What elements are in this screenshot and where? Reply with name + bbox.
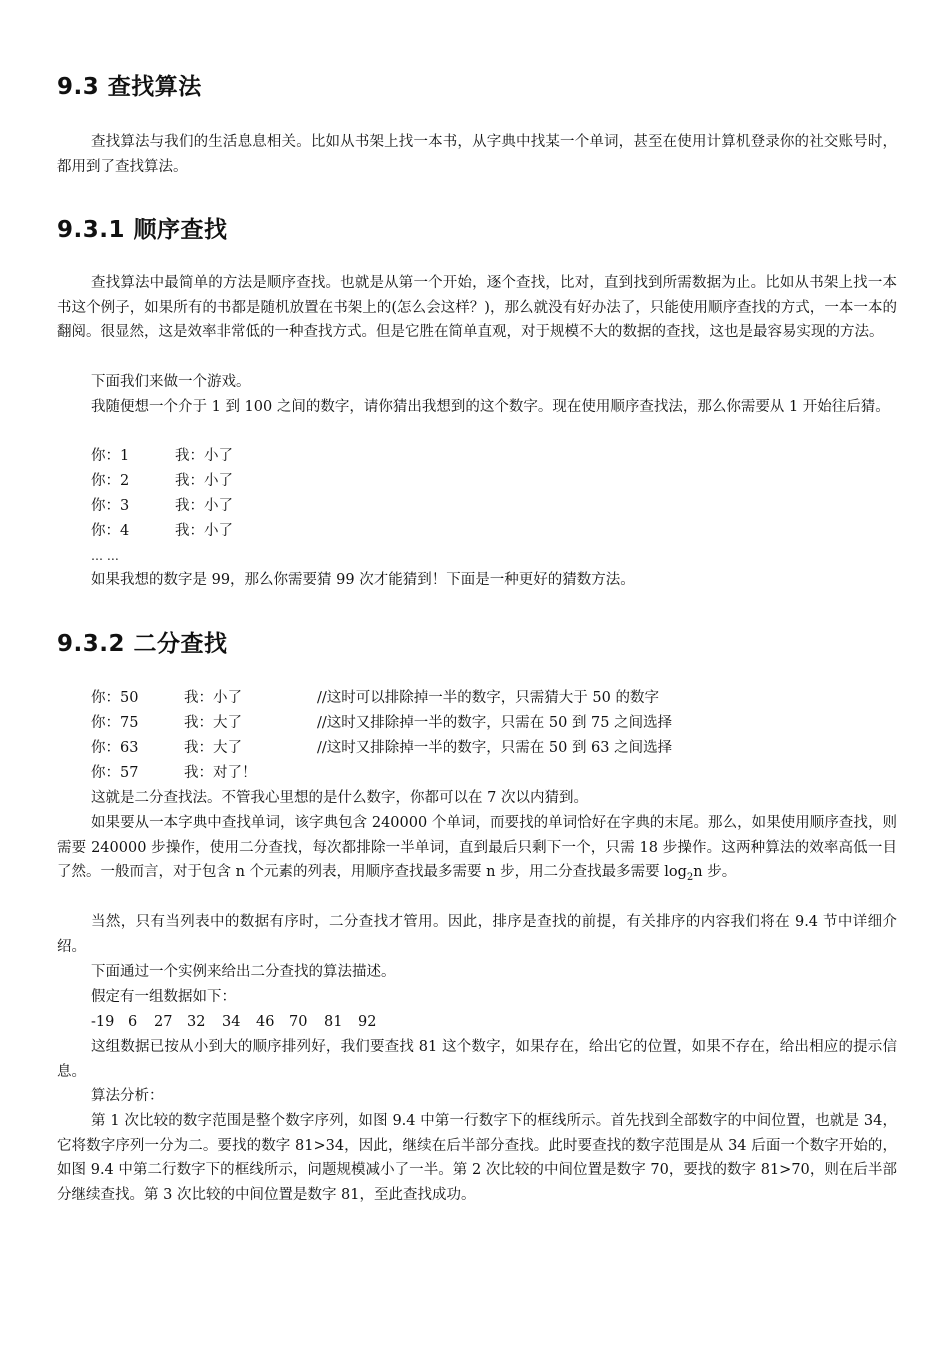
sequence-number: 27 (154, 1014, 173, 1030)
sequence-number: 92 (358, 1014, 377, 1030)
paragraph-game: 下面我们来做一个游戏。 (91, 374, 251, 390)
guess-me: 我：小了 (175, 523, 233, 539)
guess-you: 你：63 (91, 740, 139, 756)
guess-comment: //这时又排除掉一半的数字，只需在 50 到 63 之间选择 (317, 740, 673, 756)
log-subscript: 2 (686, 872, 694, 884)
guess-me: 我：小了 (184, 690, 242, 706)
log-base: log (664, 864, 687, 881)
ellipsis: … … (91, 549, 119, 563)
paragraph-binary-summary: 这就是二分查找法。不管我心里想的是什么数字，你都可以在 7 次以内猜到。 (91, 790, 588, 806)
guess-me: 我：大了 (184, 715, 242, 731)
guess-me: 我：对了！ (184, 765, 257, 781)
paragraph-sequential-search: 查找算法中最简单的方法是顺序查找。也就是从第一个开始，逐个查找，比对，直到找到所需数据为止。比如从书架上找一本书这个例子，如果所有的书都是随机放置在书架上的(怎么会这样？)，那么就没有好办法了，只能使用顺序查找的方式，一本一本的翻阅。很显然，这是效率非常低的一种查找方式。但是它胜在简单直观，对于规模不大的数据的查找，这也是最容易实现的方法。 (57, 275, 897, 341)
paragraph-analysis-label: 算法分析： (91, 1088, 164, 1104)
paragraph-intro: 查找算法与我们的生活息息相关。比如从书架上找一本书，从字典中找某一个单词，甚至在使用计算机登录你的社交账号时，都用到了查找算法。 (57, 134, 897, 175)
guess-you: 你：50 (91, 690, 139, 706)
section-heading-9-3-1: 9.3.1 顺序查找 (57, 217, 228, 243)
log-tail: n 步。 (693, 864, 737, 881)
paragraph-sorted-precondition: 当然，只有当列表中的数据有序时，二分查找才管用。因此，排序是查找的前提，有关排序的内容我们将在 9.4 节中详细介绍。 (57, 914, 897, 955)
sequence-number: -19 (91, 1014, 115, 1030)
sequence-number: 32 (187, 1014, 206, 1030)
sequence-number: 34 (222, 1014, 241, 1030)
paragraph-example-intro: 下面通过一个实例来给出二分查找的算法描述。 (91, 964, 396, 980)
guess-me: 我：大了 (184, 740, 242, 756)
paragraph-algorithm-analysis: 第 1 次比较的数字范围是整个数字序列，如图 9.4 中第一行数字下的框线所示。首先找到全部数字的中间位置，也就是 34，它将数字序列一分为二。要找的数字 81>34，因此，继续在后半部分查找。此时要查找的数字范围是从 34 后面一个数字开始的，如图 9.4 中第二行数字下的框线所示，问题规模减小了一半。第 2 次比较的中间位置是数字 70，要找的数字 81>70，则在后半部分继续查找。第 3 次比较的中间位置是数字 81，至此查找成功。 (57, 1113, 897, 1204)
guess-you: 你：4 (91, 523, 130, 539)
guess-you: 你：75 (91, 715, 139, 731)
paragraph-data-intro: 假定有一组数据如下： (91, 989, 236, 1005)
section-heading-9-3: 9.3 查找算法 (57, 74, 202, 100)
dictionary-text: 如果要从一本字典中查找单词，该字典包含 240000 个单词，而要找的单词恰好在字典的末尾。那么，如果使用顺序查找，则需要 240000 步操作，使用二分查找，每次都排除一半单词，直到最后只剩下一个，只需 18 步操作。这两种算法的效率高低一目了然。一般而言，对于包含 n 个元素的列表，用顺序查找最多需要 n 步，用二分查找最多需要 (57, 815, 897, 881)
guess-you: 你：1 (91, 448, 130, 464)
paragraph-search-target: 这组数据已按从小到大的顺序排列好，我们要查找 81 这个数字，如果存在，给出它的位置，如果不存在，给出相应的提示信息。 (57, 1039, 897, 1080)
guess-you: 你：57 (91, 765, 139, 781)
section-heading-9-3-2: 9.3.2 二分查找 (57, 631, 228, 657)
guess-you: 你：3 (91, 498, 130, 514)
guess-me: 我：小了 (175, 473, 233, 489)
sequence-number: 70 (289, 1014, 308, 1030)
guess-comment: //这时可以排除掉一半的数字，只需猜大于 50 的数字 (317, 690, 659, 706)
paragraph-99-guesses: 如果我想的数字是 99，那么你需要猜 99 次才能猜到！下面是一种更好的猜数方法。 (91, 572, 635, 588)
paragraph-dictionary-example (57, 811, 897, 885)
sequence-number: 46 (256, 1014, 275, 1030)
sequence-number: 6 (128, 1014, 138, 1030)
sequence-number: 81 (324, 1014, 343, 1030)
guess-me: 我：小了 (175, 498, 233, 514)
paragraph-guess-rules: 我随便想一个介于 1 到 100 之间的数字，请你猜出我想到的这个数字。现在使用顺序查找法，那么你需要从 1 开始往后猜。 (91, 399, 890, 415)
guess-you: 你：2 (91, 473, 130, 489)
guess-me: 我：小了 (175, 448, 233, 464)
guess-comment: //这时又排除掉一半的数字，只需在 50 到 75 之间选择 (317, 715, 673, 731)
